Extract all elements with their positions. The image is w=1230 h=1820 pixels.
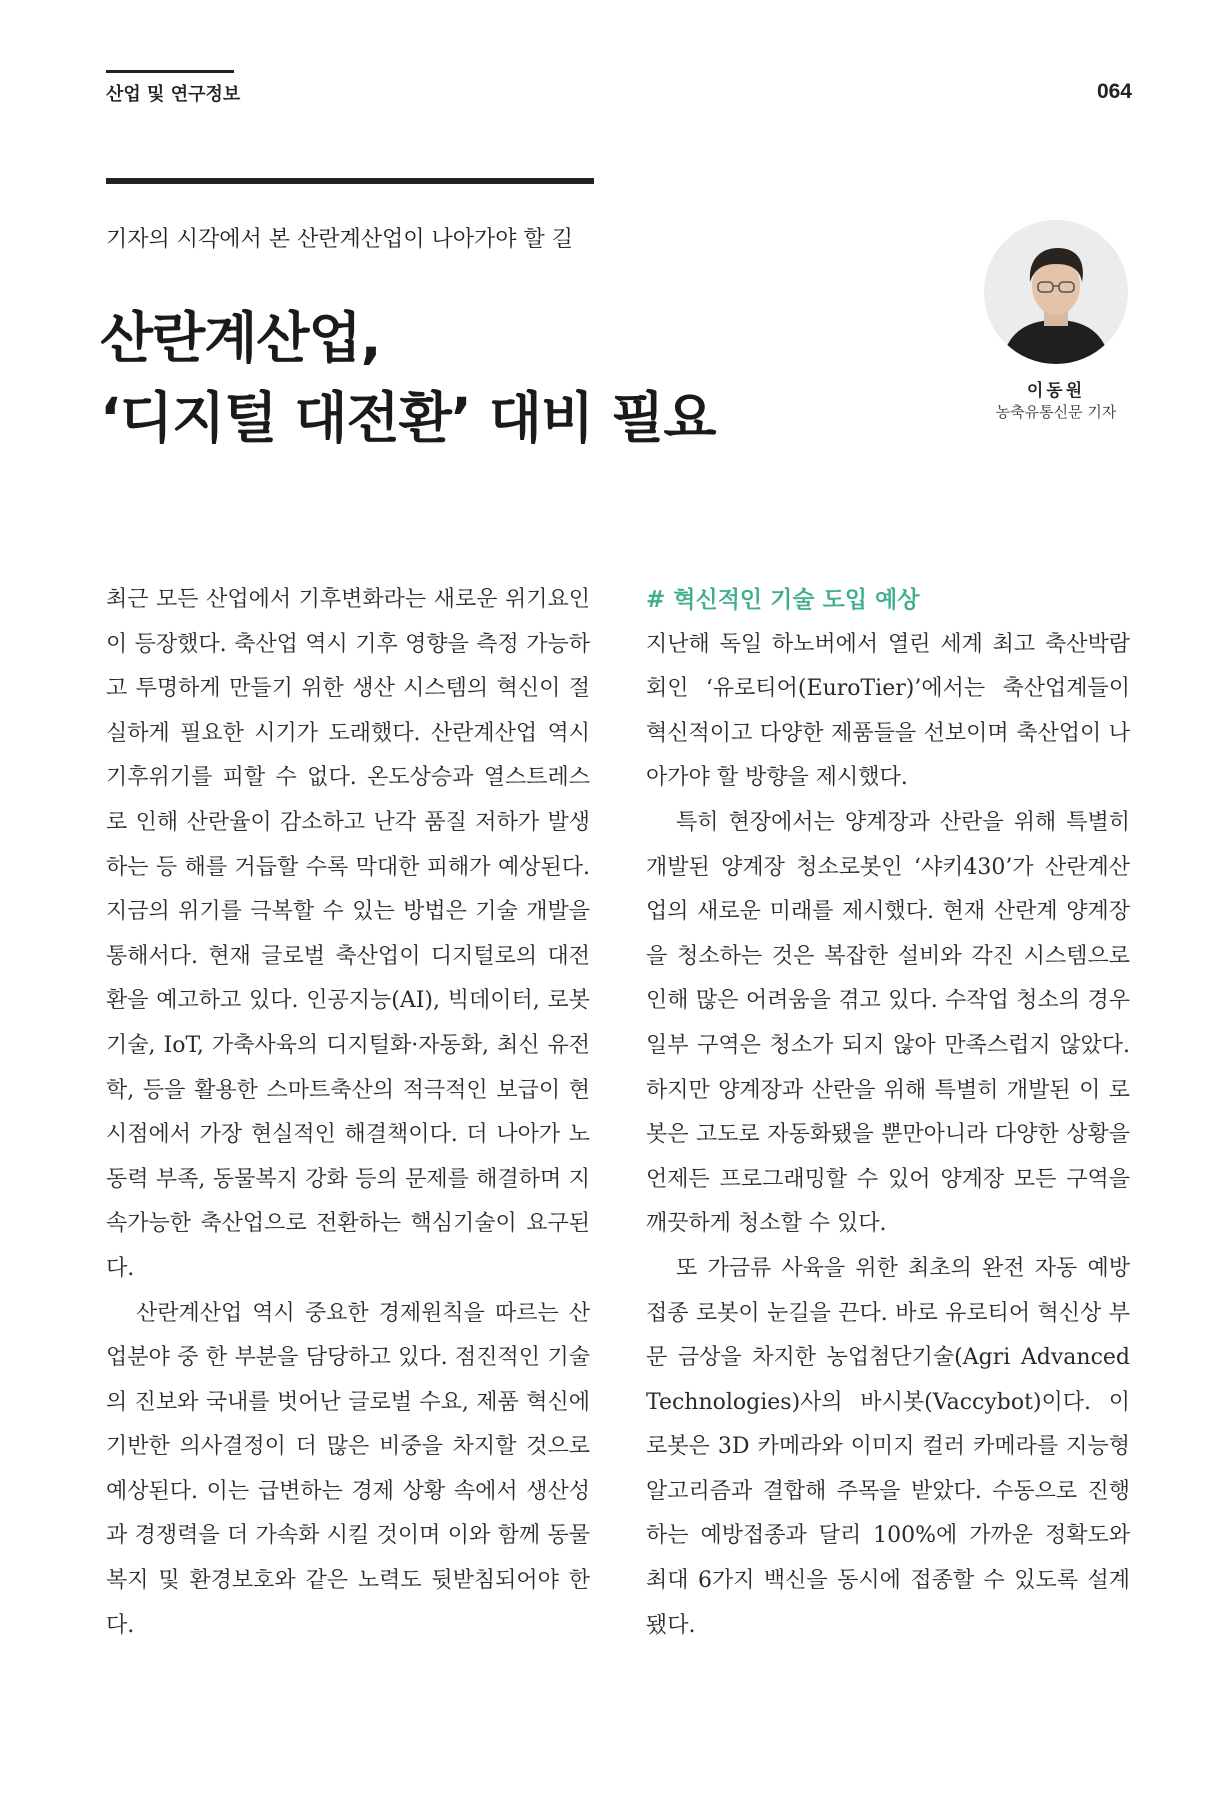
article-headline: [100, 298, 716, 458]
section-heading: # 혁신적인 기술 도입 예상: [646, 587, 920, 613]
headline-line-2: ‘디지털 대전환’ 대비 필요: [100, 386, 716, 450]
page-number: 064: [1096, 80, 1132, 103]
left-paragraph-2: 산란계산업 역시 중요한 경제원칙을 따르는 산업분야 중 한 부분을 담당하고 있다. 점진적인 기술의 진보와 국내를 벗어난 글로벌 수요, 제품 혁신에 기반한 의사결정이 더 많은 비중을 차지할 것으로 예상된다. 이는 급변하는 경제 상황 속에서 생산성과 경쟁력을 더 가속화 시킬 것이며 이와 함께 동물복지 및 환경보호와 같은 노력도 뒷받침되어야 한다.: [106, 1300, 590, 1638]
author-name: 이동원: [1026, 381, 1086, 401]
left-paragraph-1: 최근 모든 산업에서 기후변화라는 새로운 위기요인이 등장했다. 축산업 역시 기후 영향을 측정 가능하고 투명하게 만들기 위한 생산 시스템의 혁신이 절실하게 필요한 시기가 도래했다. 산란계산업 역시 기후위기를 피할 수 없다. 온도상승과 열스트레스로 인해 산란율이 감소하고 난각 품질 저하가 발생하는 등 해를 거듭할 수록 막대한 피해가 예상된다. 지금의 위기를 극복할 수 있는 방법은 기술 개발을 통해서다. 현재 글로벌 축산업이 디지털로의 대전환을 예고하고 있다. 인공지능(AI), 빅데이터, 로봇기술, IoT, 가축사육의 디지털화·자동화, 최신 유전학, 등을 활용한 스마트축산의 적극적인 보급이 현 시점에서 가장 현실적인 해결책이다. 더 나아가 노동력 부족, 동물복지 강화 등의 문제를 해결하며 지속가능한 축산업으로 전환하는 핵심기술이 요구된다.: [106, 587, 590, 1281]
headline-line-1: 산란계산업,: [100, 306, 381, 370]
right-paragraph-1: 지난해 독일 하노버에서 열린 세계 최고 축산박람회인 ‘유로티어(EuroTier)’에서는 축산업계들이 혁신적이고 다양한 제품들을 선보이며 축산업이 나아가야 할 방향을 제시했다.: [646, 631, 1130, 791]
right-paragraph-3: 또 가금류 사육을 위한 최초의 완전 자동 예방 접종 로봇이 눈길을 끈다. 바로 유로티어 혁신상 부문 금상을 차지한 농업첨단기술(Agri Advanced Technologies)사의 바시봇(Vaccybot)이다. 이 로봇은 3D 카메라와 이미지 컬러 카메라를 지능형 알고리즘과 결합해 주목을 받았다. 수동으로 진행하는 예방접종과 달리 100%에 가까운 정확도와 최대 6가지 백신을 동시에 접종할 수 있도록 설계됐다.: [646, 1255, 1130, 1638]
article-right-column: [646, 578, 1130, 1648]
author-portrait-svg: [984, 220, 1128, 364]
article-left-column: [106, 578, 590, 1648]
right-paragraph-2: 특히 현장에서는 양계장과 산란을 위해 특별히 개발된 양계장 청소로봇인 ‘샤키430’가 산란계산업의 새로운 미래를 제시했다. 현재 산란계 양계장을 청소하는 것은 복잡한 설비와 각진 시스템으로 인해 많은 어려움을 겪고 있다. 수작업 청소의 경우 일부 구역은 청소가 되지 않아 만족스럽지 않았다. 하지만 양계장과 산란을 위해 특별히 개발된 이 로봇은 고도로 자동화됐을 뿐만아니라 다양한 상황을 언제든 프로그래밍할 수 있어 양계장 모든 구역을 깨끗하게 청소할 수 있다.: [646, 809, 1130, 1237]
author-affiliation: 농축유통신문 기자: [995, 403, 1117, 421]
title-rule: [106, 178, 594, 184]
section-label-rule: [106, 70, 234, 73]
section-label: 산업 및 연구정보: [106, 84, 241, 105]
article-subtitle: 기자의 시각에서 본 산란계산업이 나아가야 할 길: [106, 227, 574, 252]
author-portrait-icon: [984, 220, 1128, 364]
